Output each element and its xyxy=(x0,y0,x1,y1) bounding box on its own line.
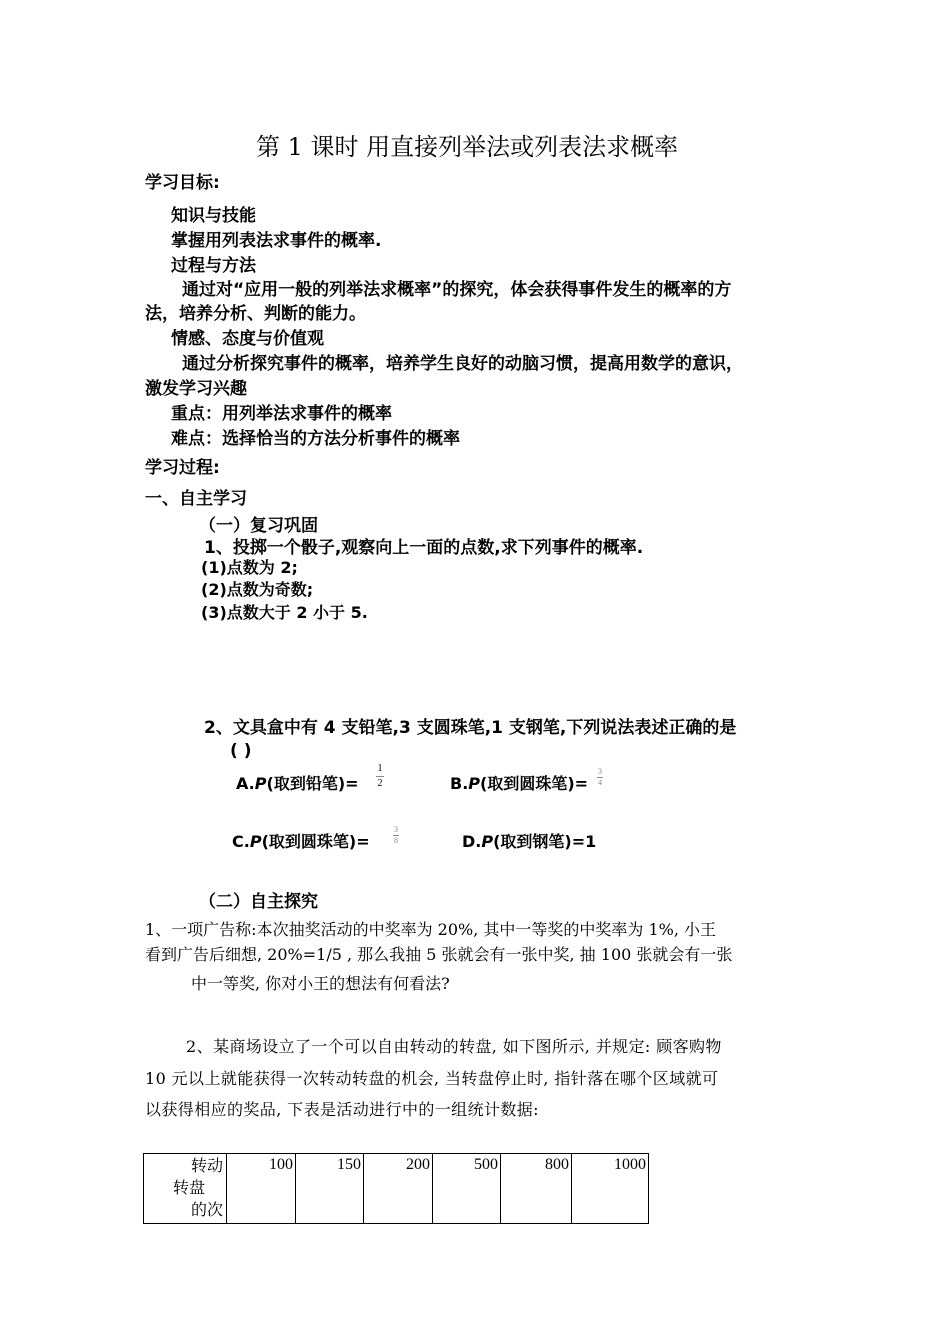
key-point: 重点：用列举法求事件的概率 xyxy=(171,404,392,424)
table-cell: 100 xyxy=(227,1154,296,1224)
option-c xyxy=(232,829,370,852)
option-a-text: (取到铅笔)= xyxy=(266,774,359,793)
question-1: 1、投掷一个骰子,观察向上一面的点数,求下列事件的概率. xyxy=(204,538,644,558)
emotion-heading: 情感、态度与价值观 xyxy=(171,329,324,349)
page-title: 第 1 课时 用直接列举法或列表法求概率 xyxy=(256,133,679,161)
process-heading: 过程与方法 xyxy=(171,256,256,276)
option-c-label: C. xyxy=(232,832,250,851)
table-row xyxy=(144,1154,649,1224)
option-c-prob-symbol: P xyxy=(249,832,262,851)
process-text-line2: 法，培养分析、判断的能力。 xyxy=(145,304,366,324)
process-section-heading: 学习过程: xyxy=(145,458,220,478)
option-d xyxy=(462,829,596,852)
question-1-part-a: (1)点数为 2; xyxy=(201,558,298,577)
header-line-2: 转盘 xyxy=(172,1180,205,1197)
option-b-text: (取到圆珠笔)= xyxy=(480,774,589,793)
table-header-cell xyxy=(144,1154,227,1224)
fraction-bar xyxy=(376,776,384,777)
explore-1-line1: 1、一项广告称:本次抽奖活动的中奖率为 20%, 其中一等奖的中奖率为 1%, 小王 xyxy=(145,920,717,939)
header-line-3: 的次 xyxy=(190,1202,223,1219)
option-a xyxy=(236,771,359,794)
option-d-text: (取到钢笔)=1 xyxy=(493,832,597,851)
option-c-denominator: 8 xyxy=(394,836,398,845)
option-a-fraction xyxy=(376,764,384,789)
statistics-table xyxy=(143,1153,649,1224)
knowledge-text: 掌握用列表法求事件的概率. xyxy=(171,231,382,251)
explore-2-line3: 以获得相应的奖品, 下表是活动进行中的一组统计数据: xyxy=(145,1100,539,1119)
emotion-text-line1: 通过分析探究事件的概率，培养学生良好的动脑习惯，提高用数学的意识， xyxy=(182,354,743,374)
table-cell: 200 xyxy=(364,1154,433,1224)
option-d-prob-symbol: P xyxy=(481,832,494,851)
option-c-numerator: 3 xyxy=(394,825,398,834)
table-cell: 500 xyxy=(433,1154,501,1224)
question-2-answer-paren: ( ) xyxy=(230,741,252,761)
emotion-text-line2: 激发学习兴趣 xyxy=(145,379,247,399)
option-a-numerator: 1 xyxy=(377,763,383,774)
option-b-denominator: 4 xyxy=(598,778,602,787)
process-text-line1: 通过对“应用一般的列举法求概率”的探究，体会获得事件发生的概率的方 xyxy=(182,280,732,300)
option-b xyxy=(450,771,588,794)
option-d-label: D. xyxy=(462,832,482,851)
option-a-prob-symbol: P xyxy=(254,774,267,793)
table-cell: 800 xyxy=(501,1154,572,1224)
review-heading: （一）复习巩固 xyxy=(199,516,318,536)
explore-2-line1: 2、某商场设立了一个可以自由转动的转盘, 如下图所示, 并规定: 顾客购物 xyxy=(186,1037,722,1056)
explore-2-line2: 10 元以上就能获得一次转动转盘的机会, 当转盘停止时, 指针落在哪个区域就可 xyxy=(145,1069,719,1088)
option-a-label: A. xyxy=(236,774,255,793)
question-2: 2、文具盒中有 4 支铅笔,3 支圆珠笔,1 支钢笔,下列说法表述正确的是 xyxy=(204,718,737,738)
option-b-label: B. xyxy=(450,774,469,793)
explore-1-line3: 中一等奖, 你对小王的想法有何看法? xyxy=(191,974,450,993)
header-line-1: 转动 xyxy=(190,1158,223,1175)
difficulty: 难点：选择恰当的方法分析事件的概率 xyxy=(171,429,460,449)
question-1-part-b: (2)点数为奇数; xyxy=(201,580,314,599)
option-c-fraction xyxy=(393,826,399,845)
option-b-numerator: 3 xyxy=(598,767,602,776)
explore-1-line2: 看到广告后细想, 20%=1/5 , 那么我抽 5 张就会有一张中奖, 抽 100 张就会有一张 xyxy=(145,945,733,964)
option-b-prob-symbol: P xyxy=(468,774,481,793)
objectives-heading: 学习目标: xyxy=(145,173,220,193)
option-a-denominator: 2 xyxy=(377,778,383,789)
option-b-fraction xyxy=(597,768,603,787)
section-one-heading: 一、自主学习 xyxy=(145,489,247,509)
table-cell: 150 xyxy=(296,1154,364,1224)
explore-heading: （二）自主探究 xyxy=(199,892,318,912)
knowledge-heading: 知识与技能 xyxy=(171,206,256,226)
table-cell: 1000 xyxy=(572,1154,649,1224)
question-1-part-c: (3)点数大于 2 小于 5. xyxy=(201,603,368,622)
option-c-text: (取到圆珠笔)= xyxy=(261,832,370,851)
